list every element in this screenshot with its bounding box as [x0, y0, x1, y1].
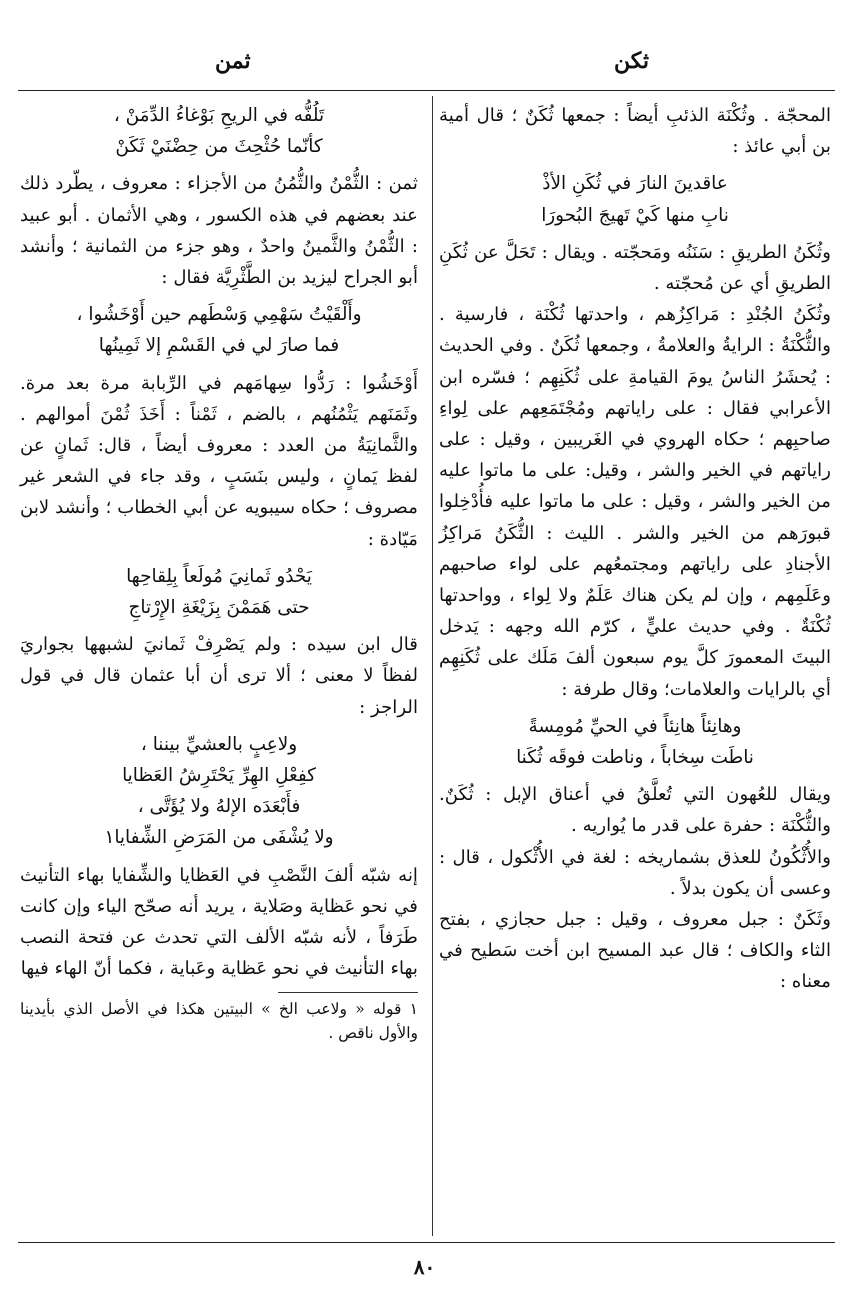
column-divider — [432, 96, 433, 1236]
entry-paragraph: إنه شبّه ألفَ النَّصْبِ في العَظايا والشِّفايا بهاء التأنيث في نحو عَظاية وصَلاية ، يريد أنه صحّح الياء وإن كانت طَرَفاً ، لأنه شبّه الألف التي تحدث عن فتحة النصب بهاء التأنيث في نحو عَظاية وعَباية ، فكما أنّ الهاء فيها — [20, 864, 418, 980]
header-word-left: ثمن — [215, 48, 251, 74]
verse-line: كفِعْلِ الهِرِّ يَحْتَرِشُ العَظايا — [122, 765, 316, 787]
entry-paragraph: وثَكَنٌ : جبل معروف ، وقيل : جبل حجازي ، بفتح الثاء والكاف ؛ قال عبد المسيح ابن أخت سَطيح في معناه : — [439, 909, 831, 993]
verse-line: ناطَت سِخاباً ، وناطت فوقَه ثُكَنا — [516, 747, 754, 769]
entry-paragraph: المحجّة . وثُكْنَة الذئبِ أيضاً : جمعها ثُكَنٌ ؛ قال أمية بن أبي عائذ : — [439, 105, 831, 158]
page-number: ٨٠ — [413, 1255, 436, 1279]
verse-line: ولا يُشْفَى من المَرَضِ الشِّفايا١ — [104, 827, 334, 849]
verse-line: كأنّما حُثْحِثَ من حِضْنَيْ ثَكَنْ — [115, 136, 323, 158]
verse-line: حتى هَمَمْنَ بِزَيْغَةِ الإِرْتاجِ — [128, 597, 310, 619]
entry-paragraph: وثُكَنُ الطريقِ : سَنَنُه ومَحجّته . ويقال : تَحَلَّ عن ثُكَنِ الطريقِ أي عن مُحجّته . — [439, 241, 831, 295]
verse-line: نابِ منها كَيْ تَهيجَ البُحورَا — [541, 204, 729, 226]
entry-paragraph: ثمن : الثُّمْنُ والثُّمُنُ من الأجزاء : معروف ، يطّرد ذلك عند بعضهم في هذه الكسور ، وهي الأثمان . أبو عبيد : الثُّمْنُ والثَّمينُ واحدٌ ، وهو جزء من الثمانية ؛ وأنشد أبو الجراح ليزيد بن الطَّثْرِيَّة فقال : — [20, 173, 418, 289]
footnote-rule — [278, 992, 418, 993]
verse-line: فما صارَ لي في القَسْمِ إلا ثَمِينُها — [98, 335, 340, 357]
verse-line: يَحْدُو ثَمانِيَ مُولَعاً بِلِقاحِها — [126, 565, 312, 587]
verse-line: ولاعِبٍ بالعشيِّ بيننا ، — [140, 733, 298, 755]
verse-line: فأَبْعَدَه الإلهُ ولا يُؤَتَّى ، — [137, 796, 301, 818]
verse-line: وهانِئاً هانِئاً في الحيِّ مُومِسةً — [528, 715, 742, 737]
right-column — [439, 100, 831, 998]
bottom-rule — [18, 1242, 835, 1243]
entry-paragraph: وثُكَنُ الجُنْدِ : مَراكِزُهم ، واحدتها ثُكْنَة ، فارسية . والثُّكْنَةُ : الرايةُ والعلامةُ ، وجمعها ثُكَنٌ . وفي الحديث : يُحشَرُ الناسُ يومَ القيامةِ على ثُكَنِهِم ؛ فسّره ابن الأعرابي فقال : على راياتهم ومُجْتَمَعِهم على لِواءِ صاحبِهم ؛ حكاه الهروي في الغَريبين ، وقيل : على راياتهم في الخير والشر ، وقيل: على ما ماتوا عليه من الخير والشر ، وقيل : على ما ماتوا عليه فأُدْخِلوا قبورَهم من الخير والشر . الليث : الثُّكَنُ مَراكِزُ الأجنادِ على راياتهم ومجتمعُهم على لواء صاحبهم وعَلَمِهم ، وإن لم يكن هناك عَلَمٌ ولا لِواء ، وواحدتها ثُكْنَةٌ . وفي حديث عليٍّ ، كرّم الله وجهه : يَدخل البيتَ المعمورَ كلَّ يوم سبعون ألفَ مَلَك على ثُكَنِهِم أي بالرايات والعلامات؛ وقال طرفة : — [439, 304, 831, 700]
entry-paragraph: أَوْخَشُوا : رَدُّوا سِهامَهم في الرِّبابة مرة بعد مرة. وثَمَنَهم يَثْمُنُهم ، بالضم ، ثَمْناً : أَخَذَ ثُمْنَ أموالهم . والثَّمانِيَةُ من العدد : معروف أيضاً ، قال: ثَمانٍ عن لفظ يَمانٍ ، وليس بنَسَبٍ ، وقد جاء في الشعر غير مصروف ؛ حكاه سيبويه عن أبي الخطاب ؛ وأنشد لابن مَيّادة : — [20, 372, 418, 550]
entry-paragraph: ويقال للعُهون التي تُعلَّقُ في أعناق الإبل : ثُكَنٌ. والثُّكْنَة : حفرة على قدر ما يُواريه . — [439, 784, 831, 837]
left-column — [20, 100, 418, 1045]
entry-paragraph: والأُثْكُونُ للعذق بشماريخه : لغة في الأُثْكول ، قال : وعسى أن يكون بدلاً . — [439, 846, 831, 899]
header-word-right: ثكن — [613, 48, 649, 74]
verse-line: تَلُفُّه في الريحِ بَوْغاءُ الدِّمَنْ ، — [113, 105, 325, 126]
footnote: ١ قوله « ولاعب الخ » البيتين هكذا في الأصل الذي بأيدينا والأول ناقص . — [20, 1000, 418, 1043]
verse-line: عاقدينَ النارَ في ثُكَنِ الأذْ — [542, 173, 728, 195]
verse-line: وأَلْقَيْتُ سَهْمِي وَسْطَهم حين أَوْخَشُوا ، — [76, 304, 362, 326]
top-rule — [18, 90, 835, 91]
entry-paragraph: قال ابن سيده : ولم يَصْرِفْ ثَمانيَ لشبهها بجواريَ لفظاً لا معنى ؛ ألا ترى أن أبا عثمان قال في قول الراجز : — [20, 634, 418, 718]
